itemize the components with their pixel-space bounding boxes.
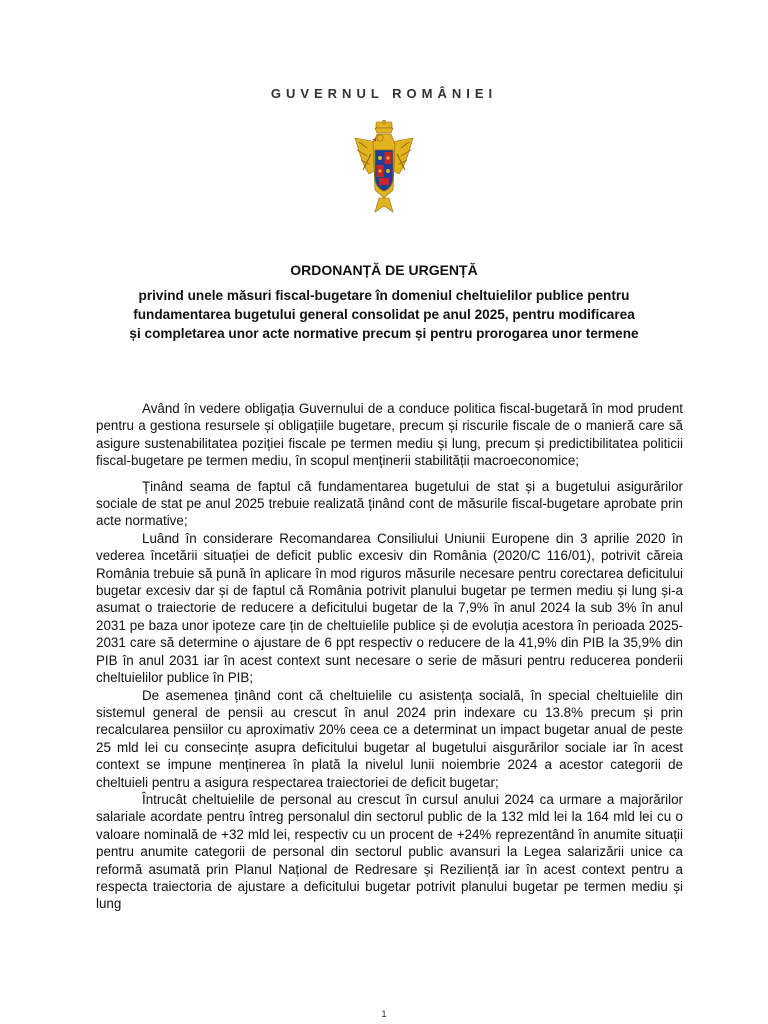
paragraph: Întrucât cheltuielile de personal au crescut în cursul anului 2024 ca urmare a majorărilor salariale acordate pentru întreg personalul din sectorul public de la 132 mld lei la 164 mld lei cu o valoare nominală de +32 mld lei, respectiv cu un procent de +24% reprezentând în anumite situații pentru anumite categorii de personal din sectorul public avansuri la Legea salarizării unice ca reformă asumată prin Planul Național de Redresare și Reziliență iar în acest context pentru a respecta traiectoria de ajustare a deficitului bugetar potrivit planului bugetar pe termen mediu și lung — [96, 791, 683, 912]
subtitle-line: fundamentarea bugetului general consolidat pe anul 2025, pentru modificarea — [133, 307, 635, 322]
romania-coat-of-arms-icon — [349, 120, 419, 224]
document-title: ORDONANȚĂ DE URGENȚĂ — [290, 262, 478, 278]
paragraph: Ținând seama de faptul că fundamentarea bugetului de stat și a bugetului asigurărilor sociale de stat pe anul 2025 trebuie realizată ținând cont de măsurile fiscal-bugetare aprobate prin acte normative; — [96, 478, 683, 529]
document-body — [96, 400, 683, 913]
paragraph: Luând în considerare Recomandarea Consiliului Uniunii Europene din 3 aprilie 2020 în vederea încetării situației de deficit public excesiv din România (2020/C 116/01), potrivit căreia România trebuie să pună în aplicare în mod riguros măsurile necesare pentru corectarea deficitului bugetar excesiv dar și de faptul că România potrivit planului bugetar pe termen mediu și lung și-a asumat o traiectorie de reducere a deficitului bugetar de la 7,9% în anul 2024 la sub 3% în anul 2031 pe baza unor ipoteze care țin de cheltuielile publice și de evoluția acestora în perioada 2025-2031 care să determine o ajustare de 6 ppt respectiv o reducere de la 41,9% din PIB la 35,9% din PIB în anul 2031 iar în acest context sunt necesare o serie de măsuri pentru reducerea ponderii cheltuielilor publice în PIB; — [96, 530, 683, 686]
paragraph: Având în vedere obligația Guvernului de a conduce politica fiscal-bugetară în mod prudent pentru a gestiona resursele și obligațiile bugetare, precum și riscurile fiscale de o manieră care să asigure sustenabilitatea poziției fiscale pe termen mediu și lung, precum și predictibilitatea politicii fiscal-bugetare pe termen mediu, în scopul menținerii stabilității macroeconomice; — [96, 401, 683, 469]
subtitle-line: privind unele măsuri fiscal-bugetare în domeniul cheltuielilor publice pentru — [138, 288, 630, 303]
paragraph: De asemenea ținând cont că cheltuielile cu asistența socială, în special cheltuielile din sistemul general de pensii au crescut în anul 2024 prin indexare cu 13.8% precum și prin recalcularea pensiilor cu aproximativ 20% ceea ce a determinat un impact bugetar anual de peste 25 mld lei cu consecințe asupra deficitului bugetar al bugetului aisgurărilor sociale iar în acest context se impune menținerea în plată la nivelul lunii noiembrie 2024 a acestor categorii de cheltuieli pentru a asigura respectarea traiectoriei de deficit bugetar; — [96, 687, 683, 790]
central-shield — [375, 150, 393, 191]
document-subtitle — [96, 286, 672, 343]
page-number: 1 — [381, 1009, 387, 1019]
government-header: GUVERNUL ROMÂNIEI — [270, 86, 498, 101]
crown — [375, 120, 393, 133]
subtitle-line: și completarea unor acte normative precum și pentru prorogarea unor termene — [129, 326, 639, 341]
